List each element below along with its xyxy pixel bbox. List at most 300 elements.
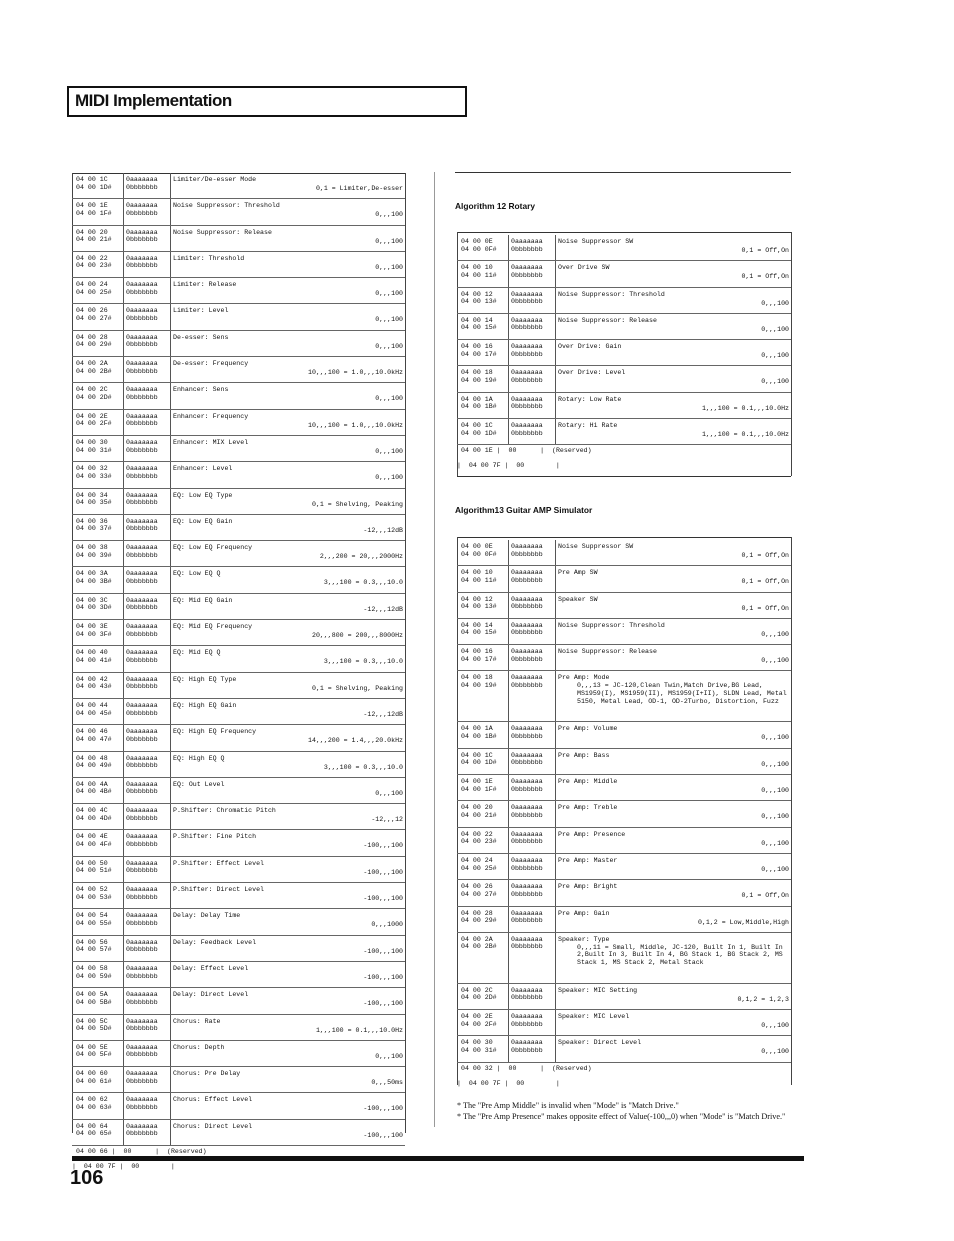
table-row bbox=[72, 541, 405, 567]
column-separator bbox=[508, 854, 509, 879]
column-separator bbox=[555, 854, 556, 879]
parameter-value: 0,1 = Off,On bbox=[741, 247, 789, 254]
parameter-value: 0,,,100 bbox=[761, 1048, 789, 1056]
column-separator bbox=[123, 410, 124, 435]
address-cell: 04 00 26 04 00 27# bbox=[76, 307, 112, 323]
page-header bbox=[67, 86, 467, 117]
column-separator bbox=[123, 620, 124, 645]
footnotes bbox=[457, 1100, 807, 1122]
parameter-name: Speaker: MIC Level bbox=[558, 1013, 630, 1021]
table-row bbox=[72, 331, 405, 357]
data-bits-cell: 0aaaaaaa 0bbbbbbb bbox=[126, 517, 158, 533]
parameter-name: P.Shifter: Direct Level bbox=[173, 886, 265, 894]
column-separator bbox=[508, 671, 509, 721]
column-separator bbox=[123, 226, 124, 251]
parameter-value: 0,,,100 bbox=[761, 378, 789, 386]
parameter-name: Rotary: Low Rate bbox=[558, 395, 622, 403]
table-row bbox=[457, 933, 791, 984]
data-bits-cell: 0aaaaaaa 0bbbbbbb bbox=[126, 386, 158, 401]
parameter-name: Limiter: Threshold bbox=[173, 254, 245, 262]
parameter-name: Limiter: Level bbox=[173, 307, 229, 315]
parameter-value: 0,,,100 bbox=[375, 263, 403, 271]
parameter-name: EQ: Mid EQ Frequency bbox=[173, 623, 253, 631]
parameter-name: Enhancer: Frequency bbox=[173, 412, 249, 420]
table-row bbox=[457, 419, 791, 445]
parameter-name: Pre Amp: Middle bbox=[558, 778, 618, 786]
parameter-name: Noise Suppressor: Release bbox=[173, 228, 272, 236]
column-separator bbox=[170, 226, 171, 251]
footnote: * The "Pre Amp Middle" is invalid when "Mode" is "Match Drive." bbox=[457, 1101, 679, 1110]
parameter-value: 0,1 = Off,On bbox=[741, 892, 789, 900]
data-bits-cell: 0aaaaaaa 0bbbbbbb bbox=[126, 886, 158, 901]
data-bits-cell: 0aaaaaaa 0bbbbbbb bbox=[511, 778, 543, 793]
address-cell: 04 00 4C 04 00 4D# bbox=[76, 807, 112, 822]
address-cell: 04 00 10 04 00 11# bbox=[461, 569, 497, 584]
address-cell: 04 00 64 04 00 65# bbox=[76, 1122, 112, 1138]
column-separator bbox=[170, 252, 171, 277]
parameter-name: Noise Suppressor: Threshold bbox=[558, 290, 665, 298]
column-separator bbox=[123, 1015, 124, 1040]
data-bits-cell: 0aaaaaaa 0bbbbbbb bbox=[126, 780, 158, 796]
parameter-value: -100,,,100 bbox=[363, 895, 403, 903]
parameter-value: -12,,,12dB bbox=[363, 605, 403, 613]
table-row bbox=[72, 278, 405, 304]
parameter-value: 0,1 = Shelving, Peaking bbox=[311, 500, 403, 508]
data-bits-cell: 0aaaaaaa 0bbbbbbb bbox=[126, 176, 158, 191]
data-bits-cell: 0aaaaaaa 0bbbbbbb bbox=[126, 623, 158, 638]
table-row bbox=[72, 988, 405, 1014]
parameter-name: EQ: Low EQ Type bbox=[173, 491, 233, 499]
column-separator bbox=[555, 419, 556, 444]
table-row bbox=[72, 646, 405, 672]
column-separator bbox=[170, 462, 171, 487]
column-separator bbox=[555, 340, 556, 365]
parameter-value: -100,,,100 bbox=[363, 1131, 403, 1139]
column-separator bbox=[123, 489, 124, 514]
column-separator bbox=[170, 410, 171, 435]
parameter-name: P.Shifter: Fine Pitch bbox=[173, 833, 257, 841]
column-separator bbox=[170, 646, 171, 671]
parameter-value: 0,,,100 bbox=[761, 760, 789, 768]
column-separator bbox=[123, 278, 124, 303]
table-row bbox=[457, 854, 791, 880]
reserved-end-line: | 04 00 7F | 00 | bbox=[457, 462, 560, 470]
column-separator bbox=[555, 801, 556, 826]
address-cell: 04 00 2E 04 00 2F# bbox=[76, 412, 112, 428]
address-cell: 04 00 60 04 00 61# bbox=[76, 1070, 112, 1085]
column-separator bbox=[508, 235, 509, 260]
column-separator bbox=[123, 857, 124, 882]
column-separator bbox=[555, 828, 556, 853]
parameter-name: Chorus: Direct Level bbox=[173, 1122, 253, 1130]
parameter-name: Enhancer: MIX Level bbox=[173, 438, 249, 446]
column-separator bbox=[170, 173, 171, 198]
table-row bbox=[72, 936, 405, 962]
column-separator bbox=[555, 722, 556, 747]
column-separator bbox=[508, 907, 509, 932]
parameter-value: 20,,,800 = 200,,,8000Hz bbox=[311, 632, 403, 640]
column-separator bbox=[170, 778, 171, 803]
address-cell: 04 00 2A 04 00 2B# bbox=[461, 935, 497, 951]
parameter-name: EQ: Out Level bbox=[173, 780, 225, 788]
address-cell: 04 00 2E 04 00 2F# bbox=[461, 1013, 497, 1028]
address-cell: 04 00 16 04 00 17# bbox=[461, 343, 497, 358]
data-bits-cell: 0aaaaaaa 0bbbbbbb bbox=[126, 649, 158, 664]
data-bits-cell: 0aaaaaaa 0bbbbbbb bbox=[511, 543, 543, 558]
table-row bbox=[457, 984, 791, 1010]
algorithm12-title: Algorithm 12 Rotary bbox=[455, 201, 536, 211]
column-separator bbox=[123, 646, 124, 671]
parameter-value: 0,,,100 bbox=[761, 813, 789, 821]
address-cell: 04 00 20 04 00 21# bbox=[461, 804, 497, 819]
column-separator bbox=[170, 830, 171, 855]
parameter-name: Noise Suppressor SW bbox=[558, 238, 634, 245]
parameter-value: 0,,,100 bbox=[375, 447, 403, 455]
table-row bbox=[72, 304, 405, 330]
data-bits-cell: 0aaaaaaa 0bbbbbbb bbox=[511, 648, 543, 663]
data-bits-cell: 0aaaaaaa 0bbbbbbb bbox=[511, 264, 543, 279]
table-row bbox=[457, 907, 791, 933]
column-separator bbox=[170, 673, 171, 698]
column-separator bbox=[170, 304, 171, 329]
reserved-end-line: | 04 00 7F | 00 | bbox=[457, 1079, 560, 1087]
column-separator bbox=[170, 725, 171, 750]
parameter-name: Noise Suppressor SW bbox=[558, 543, 634, 550]
data-bits-cell: 0aaaaaaa 0bbbbbbb bbox=[511, 751, 543, 767]
reserved-line: 04 00 32 | 00 | (Reserved) bbox=[461, 1064, 592, 1072]
parameter-name: Chorus: Depth bbox=[173, 1043, 225, 1051]
table-row bbox=[457, 235, 791, 261]
parameter-value: -100,,,100 bbox=[363, 1000, 403, 1008]
parameter-value: -100,,,100 bbox=[363, 947, 403, 955]
address-cell: 04 00 10 04 00 11# bbox=[461, 264, 497, 279]
table-row bbox=[72, 1067, 405, 1093]
address-cell: 04 00 62 04 00 63# bbox=[76, 1096, 112, 1111]
parameter-value: 0,,,100 bbox=[375, 789, 403, 797]
parameter-name: Chorus: Effect Level bbox=[173, 1096, 253, 1104]
address-cell: 04 00 40 04 00 41# bbox=[76, 649, 112, 664]
data-bits-cell: 0aaaaaaa 0bbbbbbb bbox=[126, 701, 158, 717]
parameter-name: EQ: Mid EQ Q bbox=[173, 649, 221, 657]
column-separator bbox=[508, 593, 509, 618]
column-separator bbox=[508, 749, 509, 774]
data-bits-cell: 0aaaaaaa 0bbbbbbb bbox=[511, 935, 543, 951]
column-separator bbox=[508, 801, 509, 826]
parameter-name: Pre Amp: Mode bbox=[558, 674, 610, 682]
parameter-value: 0,,,11 = Small, Middle, JC-120, Built In 1, Built In 2,Built In 3, Built In 4, BG Stack 1, BG Stack 2, MS Stack 1, MS Stack 2, Metal Stack bbox=[577, 943, 783, 967]
parameter-value: 10,,,100 = 1.0,,,10.0kHz bbox=[308, 421, 403, 429]
left-parameter-table bbox=[72, 173, 405, 1170]
address-cell: 04 00 4E 04 00 4F# bbox=[76, 833, 112, 849]
parameter-value: 0,,,100 bbox=[761, 630, 789, 638]
algorithm12-bottom-rule bbox=[457, 476, 791, 477]
parameter-name: EQ: Mid EQ Gain bbox=[173, 596, 233, 604]
data-bits-cell: 0aaaaaaa 0bbbbbbb bbox=[126, 1070, 158, 1085]
table-row bbox=[457, 540, 791, 566]
algorithm12-right-border bbox=[791, 232, 792, 476]
reserved-end-line: | 04 00 7F | 00 | bbox=[72, 1162, 175, 1170]
parameter-name: EQ: High EQ Type bbox=[173, 675, 237, 683]
table-row bbox=[72, 515, 405, 541]
parameter-value: 14,,,200 = 1.4,,,20.0kHz bbox=[308, 737, 403, 745]
column-separator bbox=[170, 857, 171, 882]
address-cell: 04 00 34 04 00 35# bbox=[76, 491, 112, 507]
parameter-value: 0,,,50ms bbox=[371, 1079, 403, 1087]
parameter-name: Pre Amp: Bright bbox=[558, 883, 618, 891]
reserved-line: 04 00 66 | 00 | (Reserved) bbox=[76, 1147, 207, 1155]
address-cell: 04 00 2A 04 00 2B# bbox=[76, 360, 112, 375]
parameter-name: Pre Amp SW bbox=[558, 569, 598, 577]
column-separator bbox=[170, 489, 171, 514]
address-cell: 04 00 18 04 00 19# bbox=[461, 674, 497, 690]
column-separator bbox=[555, 671, 556, 721]
data-bits-cell: 0aaaaaaa 0bbbbbbb bbox=[126, 675, 158, 691]
column-separator bbox=[170, 1120, 171, 1145]
address-cell: 04 00 20 04 00 21# bbox=[76, 228, 112, 244]
address-cell: 04 00 26 04 00 27# bbox=[461, 883, 497, 898]
column-separator bbox=[123, 778, 124, 803]
data-bits-cell: 0aaaaaaa 0bbbbbbb bbox=[126, 333, 158, 349]
parameter-value: 0,,,100 bbox=[761, 299, 789, 307]
data-bits-cell: 0aaaaaaa 0bbbbbbb bbox=[126, 307, 158, 323]
column-separator bbox=[508, 1010, 509, 1035]
parameter-name: Limiter: Release bbox=[173, 281, 237, 289]
parameter-name: De-esser: Sens bbox=[173, 333, 229, 341]
column-separator bbox=[123, 804, 124, 829]
parameter-value: 0,1 = Off,On bbox=[741, 273, 789, 281]
data-bits-cell: 0aaaaaaa 0bbbbbbb bbox=[126, 1017, 158, 1033]
table-row bbox=[72, 725, 405, 751]
parameter-name: Speaker SW bbox=[558, 595, 598, 603]
address-cell: 04 00 24 04 00 25# bbox=[461, 856, 497, 872]
table-row bbox=[72, 962, 405, 988]
data-bits-cell: 0aaaaaaa 0bbbbbbb bbox=[511, 595, 543, 611]
column-separator bbox=[123, 436, 124, 461]
parameter-value: 0,1 = Limiter,De-esser bbox=[315, 185, 403, 192]
data-bits-cell: 0aaaaaaa 0bbbbbbb bbox=[511, 856, 543, 872]
data-bits-cell: 0aaaaaaa 0bbbbbbb bbox=[126, 1096, 158, 1111]
column-separator bbox=[508, 366, 509, 391]
data-bits-cell: 0aaaaaaa 0bbbbbbb bbox=[511, 369, 543, 385]
column-separator bbox=[508, 984, 509, 1009]
algorithm13-right-border bbox=[791, 537, 792, 1085]
column-separator bbox=[123, 252, 124, 277]
column-separator bbox=[170, 883, 171, 908]
right-top-rule bbox=[455, 172, 791, 173]
column-separator bbox=[123, 331, 124, 356]
data-bits-cell: 0aaaaaaa 0bbbbbbb bbox=[511, 883, 543, 898]
parameter-value: 1,,,100 = 0.1,,,10.0Hz bbox=[701, 431, 789, 439]
address-cell: 04 00 52 04 00 53# bbox=[76, 886, 112, 901]
table-row bbox=[457, 566, 791, 592]
parameter-name: EQ: High EQ Q bbox=[173, 754, 225, 762]
parameter-name: Over Drive SW bbox=[558, 264, 610, 272]
page-number: 106 bbox=[70, 1167, 104, 1189]
algorithm13-top-rule bbox=[457, 537, 791, 538]
address-cell: 04 00 56 04 00 57# bbox=[76, 938, 112, 954]
column-separator bbox=[170, 331, 171, 356]
parameter-value: 0,,,100 bbox=[761, 352, 789, 360]
algorithm13-table bbox=[457, 540, 791, 1087]
column-separator bbox=[555, 749, 556, 774]
column-separator bbox=[123, 567, 124, 592]
address-cell: 04 00 1A 04 00 1B# bbox=[461, 395, 497, 411]
column-separator bbox=[123, 962, 124, 987]
address-cell: 04 00 1A 04 00 1B# bbox=[461, 725, 497, 741]
parameter-value: 2,,,200 = 20,,,2000Hz bbox=[319, 553, 403, 561]
column-separator bbox=[170, 699, 171, 724]
parameter-value: -12,,,12dB bbox=[363, 710, 403, 718]
column-separator bbox=[123, 173, 124, 198]
parameter-value: 0,1,2 = Low,Middle,High bbox=[697, 918, 789, 926]
parameter-value: 0,,,100 bbox=[375, 395, 403, 403]
parameter-value: 0,,,1000 bbox=[371, 921, 403, 929]
table-row bbox=[72, 1120, 405, 1146]
column-separator bbox=[170, 1041, 171, 1066]
data-bits-cell: 0aaaaaaa 0bbbbbbb bbox=[511, 986, 543, 1002]
column-separator bbox=[508, 1036, 509, 1061]
table-row bbox=[72, 857, 405, 883]
parameter-name: P.Shifter: Chromatic Pitch bbox=[173, 807, 276, 815]
parameter-value: 3,,,100 = 0.3,,,10.0 bbox=[323, 579, 403, 587]
address-cell: 04 00 18 04 00 19# bbox=[461, 369, 497, 385]
parameter-value: 0,1,2 = 1,2,3 bbox=[737, 995, 789, 1003]
parameter-name: Pre Amp: Treble bbox=[558, 804, 618, 812]
address-cell: 04 00 0E 04 00 0F# bbox=[461, 543, 497, 558]
table-row bbox=[457, 261, 791, 287]
algorithm12-table bbox=[457, 235, 791, 469]
address-cell: 04 00 3A 04 00 3B# bbox=[76, 570, 112, 586]
parameter-value: 0,,,100 bbox=[375, 290, 403, 298]
column-separator bbox=[508, 393, 509, 418]
data-bits-cell: 0aaaaaaa 0bbbbbbb bbox=[126, 807, 158, 822]
parameter-name: Limiter/De-esser Mode bbox=[173, 176, 257, 183]
table-row bbox=[72, 489, 405, 515]
data-bits-cell: 0aaaaaaa 0bbbbbbb bbox=[126, 360, 158, 375]
parameter-value: 0,,,100 bbox=[761, 657, 789, 665]
data-bits-cell: 0aaaaaaa 0bbbbbbb bbox=[126, 438, 158, 454]
data-bits-cell: 0aaaaaaa 0bbbbbbb bbox=[126, 465, 158, 480]
footer-rule bbox=[72, 1156, 804, 1161]
data-bits-cell: 0aaaaaaa 0bbbbbbb bbox=[126, 728, 158, 743]
footnote: * The "Pre Amp Presence" makes opposite effect of Value(-100,,,0) when "Mode" is "Match Drive." bbox=[457, 1112, 786, 1121]
column-separator bbox=[123, 199, 124, 224]
column-separator bbox=[123, 462, 124, 487]
data-bits-cell: 0aaaaaaa 0bbbbbbb bbox=[126, 596, 158, 612]
parameter-value: 0,1 = Off,On bbox=[741, 578, 789, 586]
column-separator bbox=[555, 288, 556, 313]
table-row bbox=[457, 749, 791, 775]
column-separator bbox=[123, 699, 124, 724]
address-cell: 04 00 42 04 00 43# bbox=[76, 675, 112, 691]
column-separator bbox=[170, 1015, 171, 1040]
table-row bbox=[457, 393, 791, 419]
column-separator bbox=[123, 883, 124, 908]
address-cell: 04 00 0E 04 00 0F# bbox=[461, 238, 497, 253]
parameter-name: Delay: Direct Level bbox=[173, 991, 249, 999]
column-separator bbox=[123, 830, 124, 855]
parameter-value: -100,,,100 bbox=[363, 868, 403, 876]
column-separator bbox=[123, 909, 124, 934]
column-separator bbox=[555, 933, 556, 983]
parameter-name: Speaker: Type bbox=[558, 935, 610, 943]
table-row bbox=[457, 288, 791, 314]
column-separator bbox=[123, 936, 124, 961]
reserved-block bbox=[457, 1063, 791, 1087]
data-bits-cell: 0aaaaaaa 0bbbbbbb bbox=[511, 316, 543, 332]
address-cell: 04 00 32 04 00 33# bbox=[76, 465, 112, 480]
parameter-value: 0,1 = Off,On bbox=[741, 552, 789, 559]
column-separator bbox=[123, 1120, 124, 1145]
parameter-value: 0,,,100 bbox=[375, 474, 403, 482]
parameter-name: P.Shifter: Effect Level bbox=[173, 859, 265, 867]
address-cell: 04 00 2C 04 00 2D# bbox=[76, 386, 112, 401]
parameter-value: -100,,,100 bbox=[363, 973, 403, 981]
column-separator bbox=[170, 357, 171, 382]
address-cell: 04 00 5A 04 00 5B# bbox=[76, 991, 112, 1006]
table-row bbox=[457, 645, 791, 671]
parameter-name: Over Drive: Level bbox=[558, 369, 626, 377]
column-separator bbox=[555, 880, 556, 905]
address-cell: 04 00 12 04 00 13# bbox=[461, 595, 497, 611]
table-row bbox=[457, 619, 791, 645]
table-row bbox=[72, 673, 405, 699]
column-separator bbox=[508, 933, 509, 983]
data-bits-cell: 0aaaaaaa 0bbbbbbb bbox=[126, 991, 158, 1006]
column-separator bbox=[508, 314, 509, 339]
data-bits-cell: 0aaaaaaa 0bbbbbbb bbox=[126, 228, 158, 244]
left-table-right-border bbox=[405, 173, 406, 1133]
parameter-name: Chorus: Rate bbox=[173, 1017, 221, 1025]
data-bits-cell: 0aaaaaaa 0bbbbbbb bbox=[511, 830, 543, 846]
address-cell: 04 00 30 04 00 31# bbox=[76, 438, 112, 454]
table-row bbox=[72, 778, 405, 804]
address-cell: 04 00 2C 04 00 2D# bbox=[461, 986, 497, 1002]
address-cell: 04 00 1C 04 00 1D# bbox=[76, 176, 112, 191]
column-separator bbox=[555, 235, 556, 260]
column-separator bbox=[555, 314, 556, 339]
column-separator bbox=[123, 383, 124, 408]
parameter-value: 0,,,100 bbox=[761, 865, 789, 873]
data-bits-cell: 0aaaaaaa 0bbbbbbb bbox=[126, 544, 158, 559]
column-separator bbox=[123, 988, 124, 1013]
parameter-name: Noise Suppressor: Threshold bbox=[558, 621, 665, 629]
column-separator bbox=[555, 593, 556, 618]
column-separator bbox=[555, 984, 556, 1009]
column-separator bbox=[170, 909, 171, 934]
parameter-value: -100,,,100 bbox=[363, 1105, 403, 1113]
table-row bbox=[72, 357, 405, 383]
parameter-name: Rotary: Hi Rate bbox=[558, 422, 618, 430]
column-separator bbox=[170, 594, 171, 619]
address-cell: 04 00 1C 04 00 1D# bbox=[461, 422, 497, 437]
data-bits-cell: 0aaaaaaa 0bbbbbbb bbox=[126, 202, 158, 217]
parameter-value: 3,,,100 = 0.3,,,10.0 bbox=[323, 658, 403, 666]
column-separator bbox=[508, 880, 509, 905]
parameter-name: De-esser: Frequency bbox=[173, 360, 249, 368]
parameter-value: 1,,,100 = 0.1,,,10.0Hz bbox=[315, 1026, 403, 1034]
column-separator bbox=[555, 619, 556, 644]
data-bits-cell: 0aaaaaaa 0bbbbbbb bbox=[126, 912, 158, 927]
column-separator bbox=[508, 340, 509, 365]
data-bits-cell: 0aaaaaaa 0bbbbbbb bbox=[511, 343, 543, 358]
table-row bbox=[72, 620, 405, 646]
column-separator bbox=[170, 541, 171, 566]
parameter-value: 0,,,100 bbox=[375, 316, 403, 324]
table-row bbox=[457, 671, 791, 722]
data-bits-cell: 0aaaaaaa 0bbbbbbb bbox=[511, 290, 543, 306]
algorithm12-top-rule bbox=[457, 232, 791, 233]
